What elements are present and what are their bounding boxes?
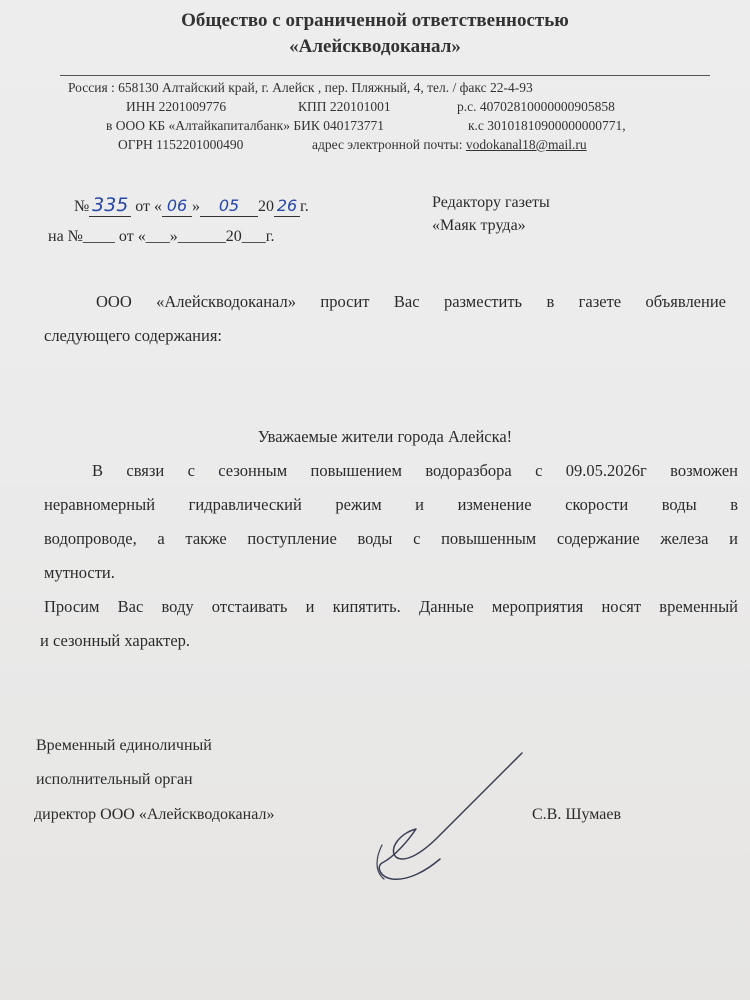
announcement-p1-line1: В связи с сезонным повышением водоразбора с 09.05.2026г возможен xyxy=(92,461,738,480)
announcement-p1-line4: мутности. xyxy=(44,563,115,582)
bank-details: в ООО КБ «Алтайкапиталбанк» БИК 040173771 xyxy=(106,118,384,133)
date-close: » xyxy=(192,198,201,215)
request-line2: следующего содержания: xyxy=(44,326,223,345)
handwritten-month: 05 xyxy=(218,196,240,215)
announcement-p1-line3: водопроводе, а также поступление воды с повышенным содержание железа и xyxy=(44,529,738,548)
header-divider xyxy=(60,75,710,76)
org-title-line1: Общество с ограниченной ответственностью xyxy=(181,10,569,31)
handwritten-number: 335 xyxy=(92,194,129,216)
outgoing-number-row xyxy=(74,194,309,217)
year-suffix: г. xyxy=(300,198,309,215)
announcement-p1-line2: неравномерный гидравлический режим и изменение скорости воды в xyxy=(44,495,738,514)
announcement-p2-line1: Просим Вас воду отстаивать и кипятить. Данные мероприятия носят временный xyxy=(44,597,738,616)
signatory-title-line3: директор ООО «Алейскводоканал» xyxy=(34,806,275,823)
incoming-reference-row: на №____ от «___»______20___г. xyxy=(48,228,275,245)
number-sign: № xyxy=(74,198,90,215)
signatory-title-line1: Временный единоличный xyxy=(36,737,212,754)
address-line: Россия : 658130 Алтайский край, г. Алейск , пер. Пляжный, 4, тел. / факс 22-4-93 xyxy=(68,80,533,95)
correspondent-account: к.с 30101810900000000771, xyxy=(468,118,626,133)
addressee-line1: Редактору газеты xyxy=(432,194,550,211)
announcement-p2-line2: и сезонный характер. xyxy=(40,631,191,650)
inn: ИНН 2201009776 xyxy=(126,99,227,114)
ogrn: ОГРН 1152201000490 xyxy=(118,137,244,152)
email-label: адрес электронной почты: xyxy=(312,137,463,152)
email-row xyxy=(312,137,587,153)
kpp: КПП 220101001 xyxy=(298,99,391,114)
date-open: от « xyxy=(135,198,163,215)
handwritten-year: 26 xyxy=(276,196,298,215)
addressee-line2: «Маяк труда» xyxy=(432,217,526,234)
email-link[interactable]: vodokanal18@mail.ru xyxy=(465,137,587,152)
signatory-title-line2: исполнительный орган xyxy=(36,771,193,788)
announcement-heading: Уважаемые жители города Алейска! xyxy=(257,427,513,446)
handwritten-day: 06 xyxy=(166,196,188,215)
signatory-name: С.В. Шумаев xyxy=(532,806,622,823)
org-title-line2: «Алейскводоканал» xyxy=(289,36,461,57)
year-prefix: 20 xyxy=(258,198,275,215)
request-line1: ООО «Алейскводоканал» просит Вас разместить в газете объявление xyxy=(96,292,726,311)
settlement-account: р.с. 40702810000000905858 xyxy=(457,99,615,114)
handwritten-signature xyxy=(360,745,540,895)
